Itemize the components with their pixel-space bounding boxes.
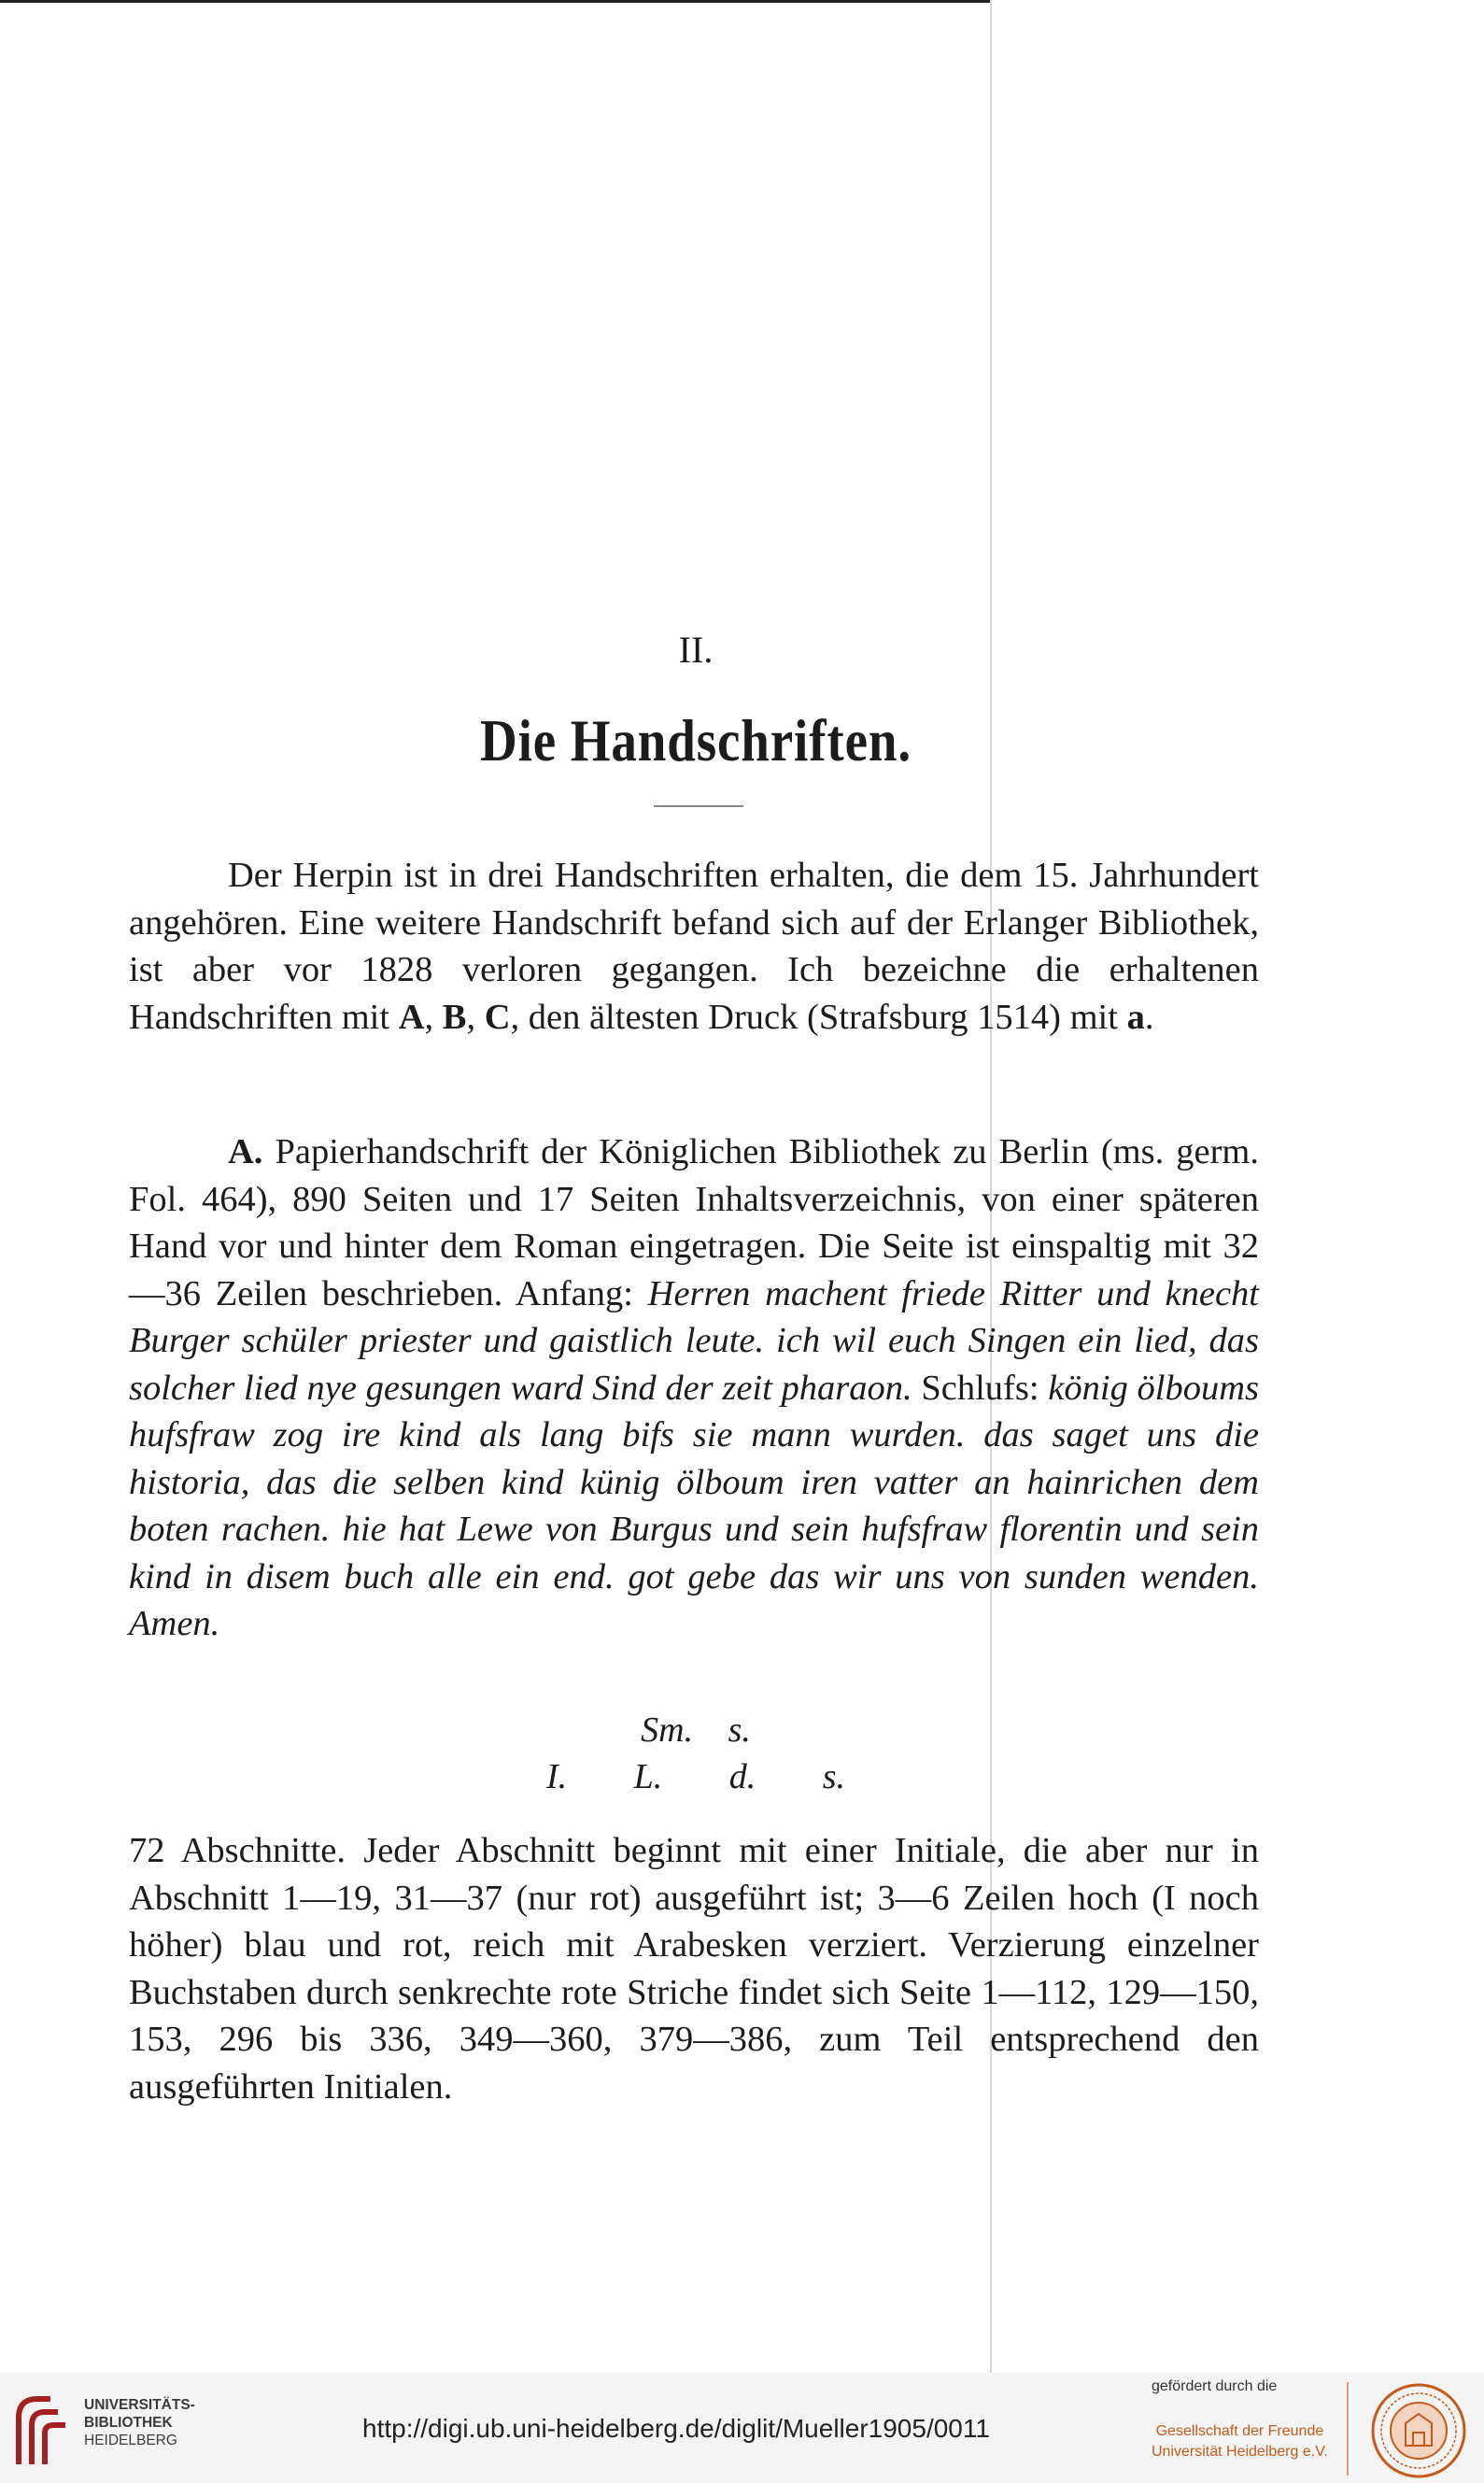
- page-top-edge: [0, 0, 990, 3]
- society-name-line1: Gesellschaft der Freunde: [1155, 2423, 1324, 2439]
- manuscript-a-description: Papierhandschrift der Königlichen Bibliothek zu Berlin (ms. germ. Fol. 464), 890 Seiten und 17 Seiten Inhaltsverzeichnis, von einer späteren Hand vor und hinter dem Roman eingetragen. Die Seite ist einspaltig mit 32—36 Zeilen beschrieben. Anfang:: [129, 1132, 1259, 1313]
- library-name: [84, 2396, 195, 2449]
- siglum-a-upper: A: [398, 997, 425, 1037]
- society-name: [1152, 2421, 1328, 2462]
- incipit-quote: Herren machent friede Ritter und knecht Burger schüler priester und gaistlich leute. ich wil euch Singen ein lied, das solcher lied nye gesungen ward Sind der zeit pharaon.: [129, 1273, 1259, 1408]
- siglum-b: B: [442, 997, 467, 1037]
- library-logo-icon: [13, 2390, 73, 2470]
- intro-mid-text: , den ältesten Druck (Strafsburg 1514) mit: [510, 997, 1127, 1037]
- paragraph-intro: Der Herpin ist in drei Handschriften erhalten, die dem 15. Jahrhundert angehören. Eine weitere Handschrift befand sich auf der Erlanger Bibliothek, ist aber vor 1828 verloren gegangen. Ich bezeichne die erhaltenen Handschriften mit A, B, C, den ältesten Druck (Strafsburg 1514) mit a.: [129, 856, 1259, 1037]
- society-name-line2: Universität Heidelberg e.V.: [1152, 2444, 1328, 2460]
- permalink-url[interactable]: http://digi.ub.uni-heidelberg.de/diglit/Mueller1905/0011: [362, 2414, 990, 2443]
- section-number: II.: [678, 629, 714, 671]
- siglum-a-lower: a: [1126, 997, 1145, 1037]
- library-name-line1: UNIVERSITÄTS-: [84, 2397, 195, 2413]
- sections-text: 72 Abschnitte. Jeder Abschnitt beginnt mit einer Initiale, die aber nur in Abschnitt 1—19, 31—37 (nur rot) ausgeführt ist; 3—6 Zeilen hoch (I noch höher) blau und rot, reich mit Arabesken verziert. Verzierung einzelner Buchstaben durch senkrechte rote Striche findet sich Seite 1—112, 129—150, 153, 296 bis 336, 349—360, 379—386, zum Teil entsprechend den ausgeführten Initialen.: [129, 1831, 1259, 2107]
- university-seal-icon: [1368, 2382, 1469, 2479]
- title-divider: [654, 805, 743, 807]
- paragraph-sections: [129, 1827, 1259, 2110]
- library-name-line2: BIBLIOTHEK: [84, 2415, 173, 2431]
- siglum-c: C: [484, 997, 511, 1037]
- intro-end: .: [1144, 997, 1154, 1037]
- signature-line-1: Sm. s.: [641, 1710, 751, 1750]
- page-title: Die Handschriften.: [480, 707, 912, 773]
- explicit-quote: könig ölboums hufsfraw zog ire kind als lang bifs sie mann wurden. das saget uns die historia, das die selben kind künig ölboum iren vatter an hainrichen dem boten rachen. hie hat Lewe von Burgus und sein hufsfraw florentin und sein kind in disem buch alle ein end. got gebe das wir uns von sunden wenden. Amen.: [129, 1368, 1260, 1643]
- library-name-line3: HEIDELBERG: [84, 2433, 177, 2448]
- schluss-label: Schlufs:: [921, 1368, 1039, 1408]
- footer-divider: [1347, 2382, 1349, 2476]
- signature-line-2: I. L. d. s.: [545, 1757, 846, 1796]
- manuscript-a-label: A.: [228, 1132, 263, 1171]
- paragraph-manuscript-a: [129, 1128, 1259, 1648]
- intro-text: Der Herpin ist in drei Handschriften erhalten, die dem 15. Jahrhundert angehören. Eine weitere Handschrift befand sich auf der Erlanger Bibliothek, ist aber vor 1828 verloren gegangen. Ich bezeichne die erhaltenen Handschriften mit: [129, 856, 1259, 1037]
- funded-by-text: gefördert durch die: [1152, 2378, 1278, 2394]
